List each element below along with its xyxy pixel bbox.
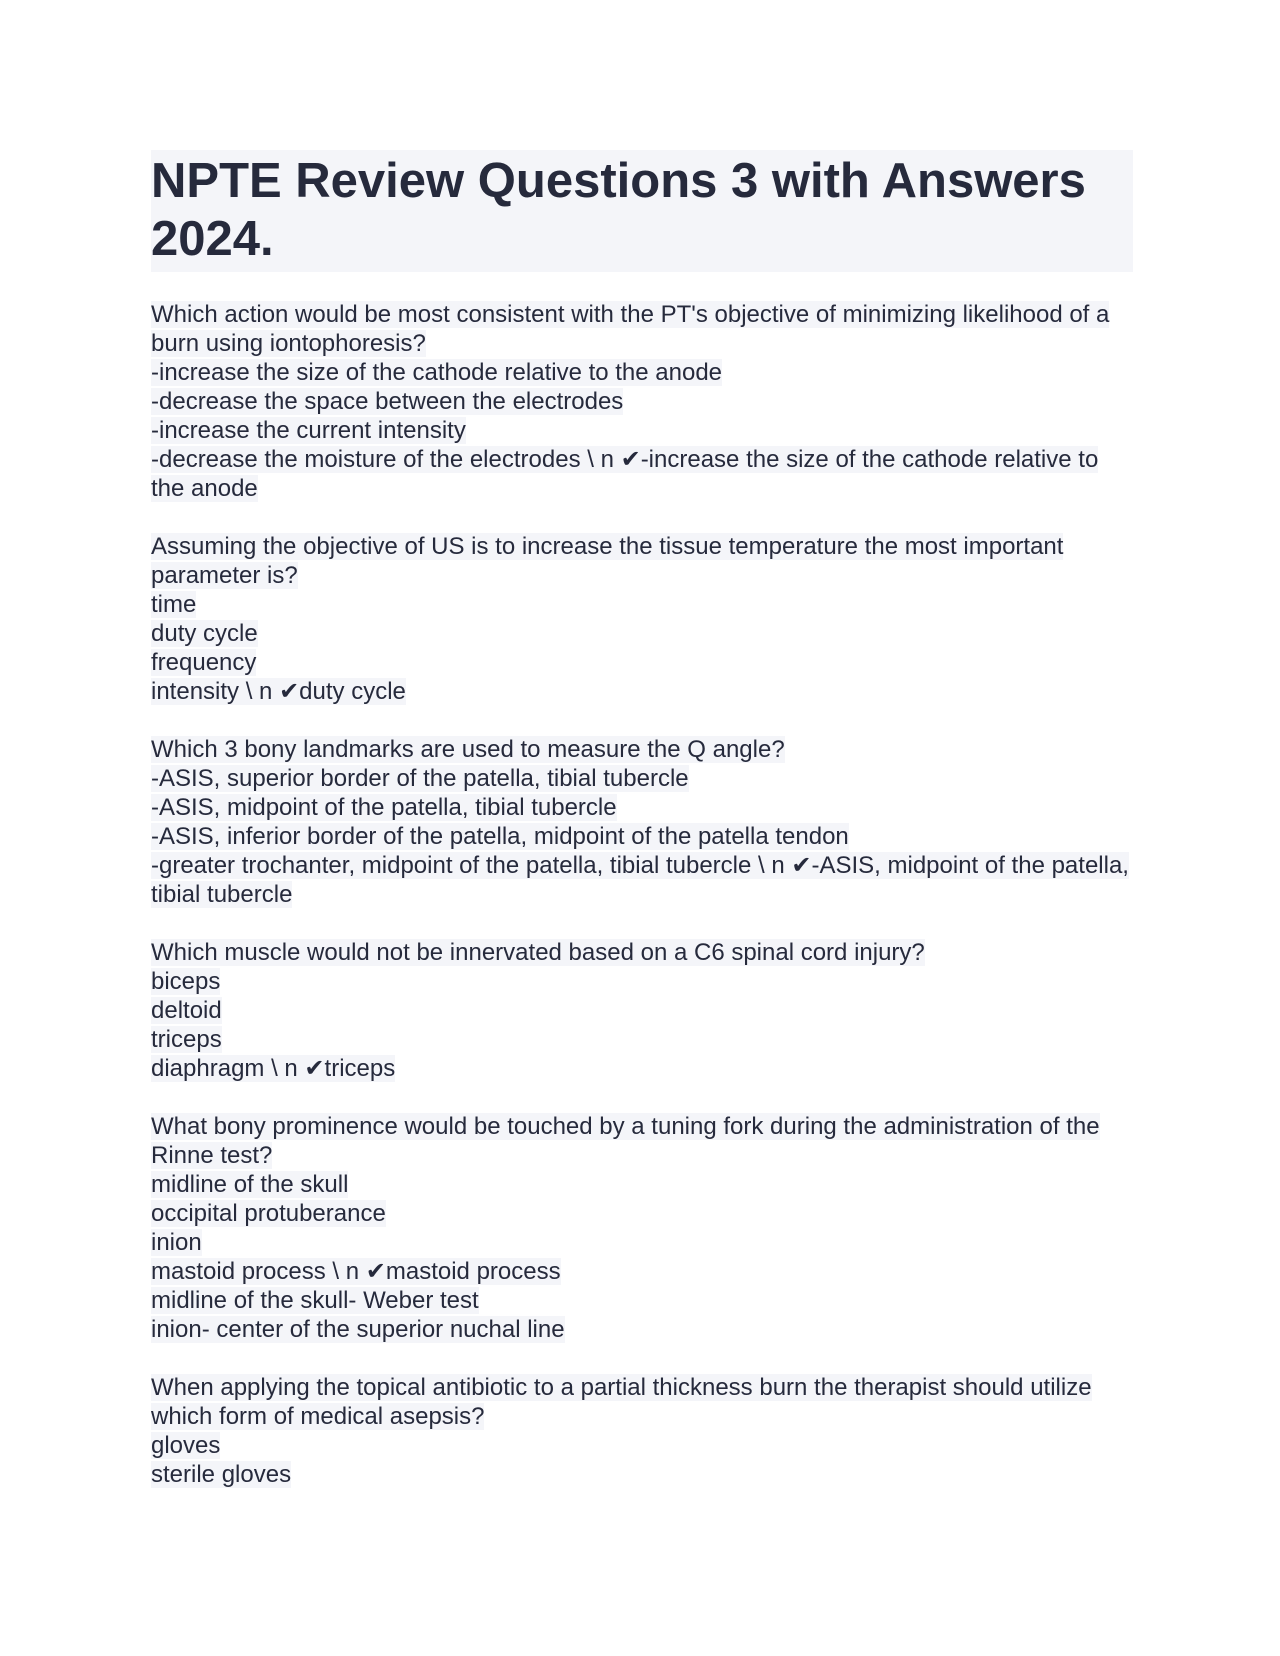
answer-option-line (151, 1025, 1133, 1054)
option-text: -decrease the moisture of the electrodes \ n ✔-increase the size of the cathode relative to the anode (151, 446, 1099, 502)
document-page (151, 150, 1133, 1518)
answer-option-line (151, 996, 1133, 1025)
option-text: -ASIS, midpoint of the patella, tibial tubercle (151, 794, 617, 821)
option-text: diaphragm \ n ✔triceps (151, 1055, 396, 1082)
answer-option-line (151, 1054, 1133, 1083)
questions-section (151, 300, 1133, 1489)
question-text (151, 300, 1133, 358)
option-text: -ASIS, inferior border of the patella, midpoint of the patella tendon (151, 823, 849, 850)
option-text: triceps (151, 1026, 222, 1053)
question-text-content: Which muscle would not be innervated based on a C6 spinal cord injury? (151, 939, 925, 966)
option-text: gloves (151, 1432, 221, 1459)
option-text: time (151, 591, 197, 618)
answer-option-line (151, 1199, 1133, 1228)
answer-option-line (151, 1170, 1133, 1199)
answer-option-line (151, 1315, 1133, 1344)
option-text: inion (151, 1229, 202, 1256)
answer-option-line (151, 677, 1133, 706)
answer-option-line (151, 967, 1133, 996)
answer-option-line (151, 793, 1133, 822)
answer-option-line (151, 1431, 1133, 1460)
option-text: deltoid (151, 997, 222, 1024)
question-block (151, 300, 1133, 503)
question-text-content: Which 3 bony landmarks are used to measure the Q angle? (151, 736, 785, 763)
option-text: frequency (151, 649, 257, 676)
answer-option-line (151, 416, 1133, 445)
option-text: inion- center of the superior nuchal line (151, 1316, 565, 1343)
question-block (151, 735, 1133, 909)
question-text-content: When applying the topical antibiotic to a partial thickness burn the therapist should utilize which form of medical asepsis? (151, 1374, 1092, 1430)
option-text: -ASIS, superior border of the patella, tibial tubercle (151, 765, 689, 792)
option-text: -greater trochanter, midpoint of the patella, tibial tubercle \ n ✔-ASIS, midpoint of the patella, tibial tubercle (151, 852, 1129, 908)
answer-option-line (151, 648, 1133, 677)
question-block (151, 1112, 1133, 1344)
title-block (151, 150, 1133, 272)
option-text: midline of the skull- Weber test (151, 1287, 479, 1314)
document-title: NPTE Review Questions 3 with Answers 2024. (151, 154, 1086, 266)
option-text: intensity \ n ✔duty cycle (151, 678, 406, 705)
answer-option-line (151, 1286, 1133, 1315)
answer-option-line (151, 764, 1133, 793)
option-text: -increase the size of the cathode relative to the anode (151, 359, 723, 386)
question-text-content: What bony prominence would be touched by a tuning fork during the administration of the Rinne test? (151, 1113, 1100, 1169)
answer-option-line (151, 851, 1133, 909)
option-text: duty cycle (151, 620, 258, 647)
question-block (151, 938, 1133, 1083)
question-text-content: Assuming the objective of US is to increase the tissue temperature the most important parameter is? (151, 533, 1064, 589)
option-text: sterile gloves (151, 1461, 292, 1488)
option-text: occipital protuberance (151, 1200, 386, 1227)
option-text: -decrease the space between the electrodes (151, 388, 624, 415)
answer-option-line (151, 1257, 1133, 1286)
question-text (151, 735, 1133, 764)
answer-option-line (151, 822, 1133, 851)
answer-option-line (151, 1228, 1133, 1257)
answer-option-line (151, 619, 1133, 648)
question-block (151, 532, 1133, 706)
option-text: -increase the current intensity (151, 417, 466, 444)
question-text (151, 1112, 1133, 1170)
question-text (151, 532, 1133, 590)
answer-option-line (151, 1460, 1133, 1489)
answer-option-line (151, 387, 1133, 416)
question-text (151, 938, 1133, 967)
answer-option-line (151, 358, 1133, 387)
question-block (151, 1373, 1133, 1489)
option-text: midline of the skull (151, 1171, 349, 1198)
answer-option-line (151, 445, 1133, 503)
option-text: mastoid process \ n ✔mastoid process (151, 1258, 561, 1285)
option-text: biceps (151, 968, 221, 995)
answer-option-line (151, 590, 1133, 619)
question-text-content: Which action would be most consistent with the PT's objective of minimizing likelihood of a burn using iontophoresis? (151, 301, 1110, 357)
question-text (151, 1373, 1133, 1431)
